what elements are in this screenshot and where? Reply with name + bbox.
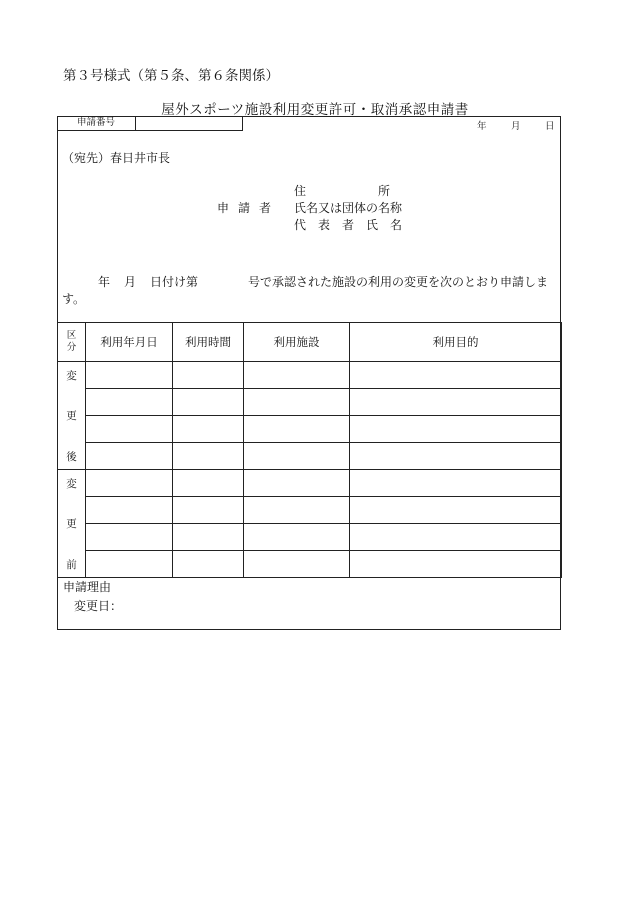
- table-row: [58, 389, 562, 416]
- table-row: [58, 551, 562, 578]
- usage-purpose-cell[interactable]: [350, 524, 562, 551]
- usage-facility-cell[interactable]: [244, 362, 350, 389]
- usage-table: [57, 322, 562, 578]
- statement-suffix: 号で承認された施設の利用の変更を次のとおり申請します。: [62, 275, 549, 306]
- statement-year: 年: [98, 275, 111, 289]
- usage-date-cell[interactable]: [86, 416, 173, 443]
- header-category: [58, 323, 86, 362]
- section-label-char: 更: [66, 410, 77, 422]
- reason-box: [57, 577, 561, 630]
- usage-facility-cell[interactable]: [244, 524, 350, 551]
- header-usage-purpose: 利用目的: [350, 323, 562, 362]
- form-title: 屋外スポーツ施設利用変更許可・取消承認申請書: [161, 102, 469, 118]
- usage-time-cell[interactable]: [173, 497, 244, 524]
- usage-purpose-cell[interactable]: [350, 416, 562, 443]
- usage-time-cell[interactable]: [173, 416, 244, 443]
- header-usage-date: 利用年月日: [86, 323, 173, 362]
- usage-time-cell[interactable]: [173, 362, 244, 389]
- usage-facility-cell[interactable]: [244, 551, 350, 578]
- section-label-char: 後: [66, 450, 77, 463]
- form-id: 第３号様式（第５条、第６条関係）: [63, 68, 279, 84]
- section-before-change: [58, 470, 86, 578]
- section-after-change: [58, 362, 86, 470]
- table-body: [58, 362, 562, 578]
- table-row: [58, 470, 562, 497]
- name-label: 氏名又は団体の名称: [294, 201, 403, 215]
- usage-date-cell[interactable]: [86, 389, 173, 416]
- statement-day-prefix: 日付け第: [150, 275, 199, 289]
- section-label-char: 変: [66, 477, 77, 490]
- section-label-char: 前: [66, 558, 77, 571]
- address-label: 住 所: [294, 184, 391, 198]
- reason-label: 申請理由: [63, 580, 112, 594]
- usage-time-cell[interactable]: [173, 470, 244, 497]
- applicant-label: 申請者: [217, 201, 281, 215]
- usage-facility-cell[interactable]: [244, 416, 350, 443]
- header-category-char: 分: [66, 342, 77, 353]
- usage-purpose-cell[interactable]: [350, 551, 562, 578]
- usage-facility-cell[interactable]: [244, 389, 350, 416]
- usage-time-cell[interactable]: [173, 443, 244, 470]
- usage-date-cell[interactable]: [86, 470, 173, 497]
- usage-date-cell[interactable]: [86, 497, 173, 524]
- usage-date-cell[interactable]: [86, 551, 173, 578]
- table-row: [58, 362, 562, 389]
- application-number-field[interactable]: [136, 116, 243, 131]
- table-header-row: [58, 323, 562, 362]
- header-category-char: 区: [66, 330, 77, 341]
- table-row: [58, 443, 562, 470]
- section-label-char: 更: [66, 518, 77, 530]
- header-category-text: [58, 330, 85, 354]
- usage-date-cell[interactable]: [86, 524, 173, 551]
- usage-purpose-cell[interactable]: [350, 497, 562, 524]
- header-usage-time: 利用時間: [173, 323, 244, 362]
- representative-label: 代 表 者 氏 名: [294, 218, 403, 232]
- header-usage-facility: 利用施設: [244, 323, 350, 362]
- addressee: （宛先）春日井市長: [62, 151, 171, 165]
- usage-time-cell[interactable]: [173, 389, 244, 416]
- usage-facility-cell[interactable]: [244, 470, 350, 497]
- usage-time-cell[interactable]: [173, 524, 244, 551]
- usage-facility-cell[interactable]: [244, 497, 350, 524]
- table-row: [58, 416, 562, 443]
- usage-date-cell[interactable]: [86, 443, 173, 470]
- section-label-char: 変: [66, 369, 77, 382]
- usage-purpose-cell[interactable]: [350, 389, 562, 416]
- usage-time-cell[interactable]: [173, 551, 244, 578]
- date-month: 月: [511, 121, 521, 132]
- usage-purpose-cell[interactable]: [350, 470, 562, 497]
- date-year: 年: [477, 121, 487, 132]
- table-row: [58, 524, 562, 551]
- statement-month: 月: [124, 275, 137, 289]
- usage-purpose-cell[interactable]: [350, 362, 562, 389]
- date-day: 日: [545, 121, 555, 132]
- request-statement: [62, 274, 556, 308]
- usage-facility-cell[interactable]: [244, 443, 350, 470]
- usage-date-cell[interactable]: [86, 362, 173, 389]
- change-date-label: 変更日：: [74, 599, 123, 613]
- table-row: [58, 497, 562, 524]
- application-number-label: 申請番号: [57, 116, 136, 131]
- usage-purpose-cell[interactable]: [350, 443, 562, 470]
